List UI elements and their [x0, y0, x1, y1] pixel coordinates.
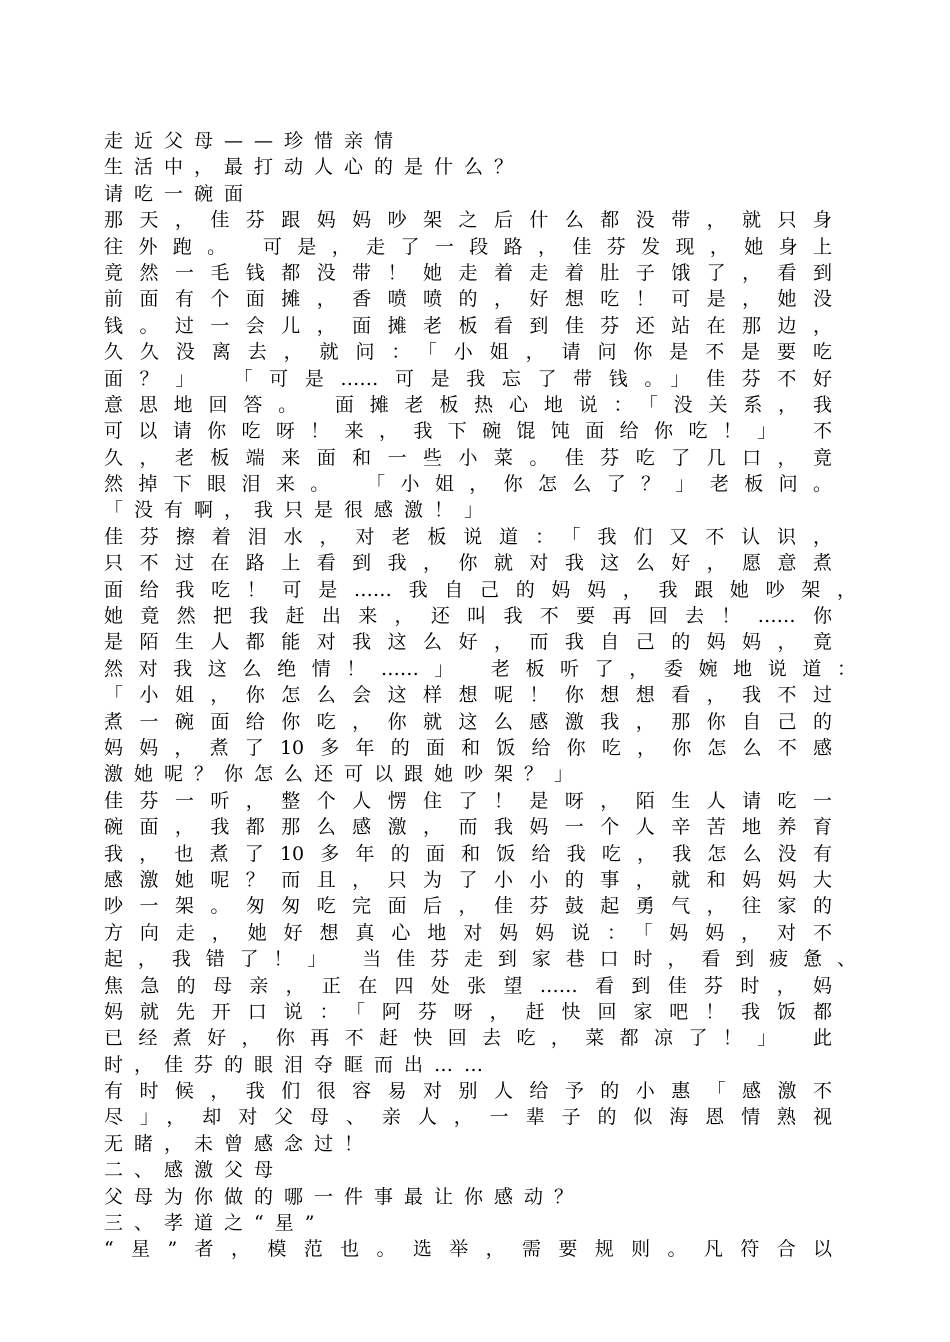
- text-line: 可以请你吃呀！来，我下碗馄饨面给你吃！」 不: [104, 420, 832, 443]
- text-line: 佳芬擦着泪水，对老板说道：「我们又不认识，: [104, 525, 832, 548]
- text-line: 久，老板端来面和一些小菜。佳芬吃了几口，竟: [104, 446, 832, 469]
- text-line: 感激她呢？而且，只为了小小的事，就和妈妈大: [104, 868, 832, 891]
- text-line: 无睹，未曾感念过！: [104, 1132, 375, 1155]
- text-line: 煮一碗面给你吃，你就这么感激我，那你自己的: [104, 710, 832, 733]
- text-line: 然掉下眼泪来。 「小姐，你怎么了？」老板问。: [104, 473, 832, 496]
- story-title: 请吃一碗面: [104, 182, 255, 205]
- text-line: 然对我这么绝情！……」 老板听了，委婉地说道：: [104, 657, 856, 680]
- text-line: 方向走，她好想真心地对妈妈说：「妈妈，对不: [104, 921, 832, 944]
- text-line: 妈就先开口说：「阿芬呀，赶快回家吧！我饭都: [104, 1000, 832, 1023]
- question-line: 父母为你做的哪一件事最让你感动？: [104, 1185, 585, 1208]
- text-line: 面给我吃！可是……我自己的妈妈，我跟她吵架，: [104, 578, 856, 601]
- text-line: 「没有啊，我只是很感激！」: [104, 499, 495, 522]
- question-line: 生活中，最打动人心的是什么？: [104, 156, 525, 179]
- text-line: 碗面，我都那么感激，而我妈一个人辛苦地养育: [104, 816, 832, 839]
- text-line: 久久没离去，就问：「小姐，请问你是不是要吃: [104, 341, 832, 364]
- section-heading: 二、感激父母: [104, 1159, 285, 1182]
- text-line: 起，我错了！」 当佳芬走到家巷口时，看到疲惫、: [104, 948, 856, 971]
- article-title: 走近父母——珍惜亲情: [104, 130, 405, 152]
- text-line: 钱。过一会儿，面摊老板看到佳芬还站在那边，: [104, 314, 832, 337]
- text-line: 「小姐，你怎么会这样想呢！你想想看，我不过: [104, 684, 832, 707]
- text-line: 竟然一毛钱都没带！她走着走着肚子饿了，看到: [104, 261, 832, 284]
- text-line: 意思地回答。 面摊老板热心地说：「没关系，我: [104, 393, 832, 416]
- text-line: 她竟然把我赶出来，还叫我不要再回去！……你: [104, 605, 832, 628]
- text-line: 那天，佳芬跟妈妈吵架之后什么都没带，就只身: [104, 209, 832, 232]
- text-line: 时，佳芬的眼泪夺眶而出……: [104, 1053, 495, 1076]
- text-line: 我，也煮了10多年的面和饭给我吃，我怎么没有: [104, 842, 832, 865]
- article-body: [104, 128, 856, 1263]
- text-line: 面？」 「可是……可是我忘了带钱。」佳芬不好: [104, 367, 832, 390]
- text-line: 焦急的母亲，正在四处张望……看到佳芬时，妈: [104, 974, 832, 997]
- section-heading: 三、孝道之“星”: [104, 1212, 326, 1235]
- text-line: 有时候，我们很容易对别人给予的小惠「感激不: [104, 1080, 832, 1103]
- text-line: 是陌生人都能对我这么好，而我自己的妈妈，竟: [104, 631, 832, 654]
- text-line: 往外跑。 可是，走了一段路，佳芬发现，她身上: [104, 235, 832, 258]
- text-line: 尽」，却对父母、亲人，一辈子的似海恩情熟视: [104, 1106, 832, 1129]
- text-line: 只不过在路上看到我，你就对我这么好，愿意煮: [104, 552, 832, 575]
- text-line: 激她呢？你怎么还可以跟她吵架？」: [104, 763, 585, 786]
- text-line: 吵一架。匆匆吃完面后，佳芬鼓起勇气，往家的: [104, 895, 832, 918]
- text-line: 已经煮好，你再不赶快回去吃，菜都凉了！」 此: [104, 1027, 832, 1050]
- text-line: 佳芬一听，整个人愣住了！是呀，陌生人请吃一: [104, 789, 832, 812]
- text-line: 前面有个面摊，香喷喷的，好想吃！可是，她没: [104, 288, 832, 311]
- text-line: 妈妈，煮了10多年的面和饭给你吃，你怎么不感: [104, 736, 832, 759]
- text-line: “星”者，模范也。选举，需要规则。凡符合以: [104, 1238, 832, 1261]
